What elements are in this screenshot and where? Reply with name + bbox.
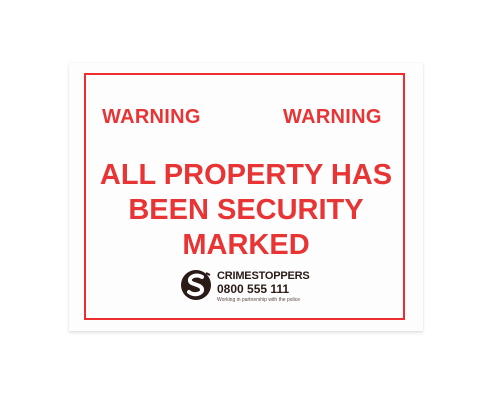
sign-headline (69, 158, 423, 263)
logo-tagline: Working in partnership with the police (217, 297, 301, 303)
crimestoppers-s-icon (180, 269, 214, 301)
crimestoppers-logo (180, 267, 315, 305)
warning-label-right: WARNING (283, 106, 382, 128)
warning-label-left: WARNING (102, 106, 201, 128)
headline-line-3: MARKED (182, 229, 310, 261)
headline-line-2: BEEN SECURITY (128, 194, 364, 226)
logo-phone-number: 0800 555 111 (217, 282, 290, 296)
headline-line-1: ALL PROPERTY HAS (99, 159, 393, 191)
warning-sign (69, 63, 423, 331)
logo-name: CRIMESTOPPERS (217, 270, 310, 282)
